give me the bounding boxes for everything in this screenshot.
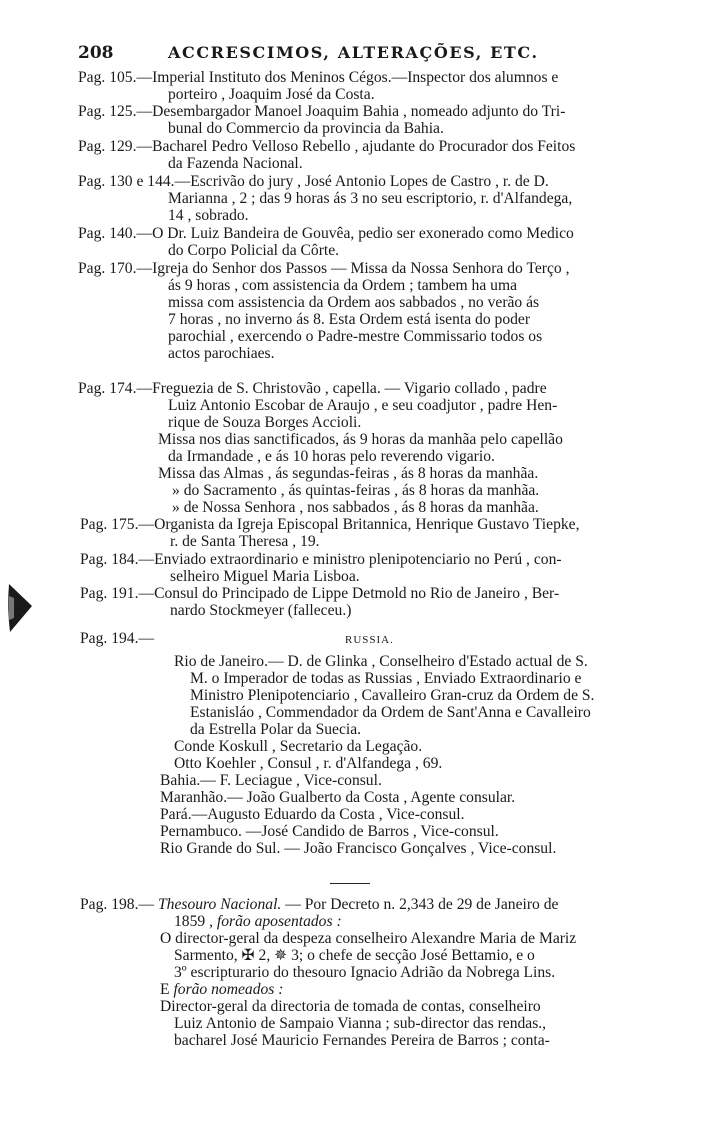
entry-125-line-1: Pag. 125.—Desembargador Manoel Joaquim Bahia , nomeado adjunto do Tri- bbox=[78, 103, 566, 120]
entry-174-line-2: Luiz Antonio Escobar de Araujo , e seu coadjutor , padre Hen- bbox=[168, 397, 558, 414]
entry-175-line-2: r. de Santa Theresa , 19. bbox=[170, 533, 320, 550]
page-ref: Pag. 130 e 144. bbox=[78, 173, 175, 190]
entry-198-line-4: Sarmento, ✠ 2, ✵ 3; o chefe de secção José Bettamio, e o bbox=[174, 947, 535, 964]
entry-194-line-2: M. o Imperador de todas as Russias , Enviado Extraordinario e bbox=[190, 670, 582, 687]
entry-174-sub-3: Missa das Almas , ás segundas-feiras , ás 8 horas da manhãa. bbox=[158, 465, 539, 482]
entry-130-line-1: Pag. 130 e 144.—Escrivão do jury , José Antonio Lopes de Castro , r. de D. bbox=[78, 173, 549, 190]
page-ref: Pag. 174. bbox=[78, 380, 137, 397]
entry-198-line-8: Luiz Antonio de Sampaio Vianna ; sub-director das rendas., bbox=[174, 1015, 547, 1032]
entry-170-line-4: 7 horas , no inverno ás 8. Esta Ordem está isenta do poder bbox=[168, 311, 531, 328]
entry-170-line-5: parochial , exercendo o Padre-mestre Commissario todos os bbox=[168, 328, 543, 345]
entry-130-line-2: Marianna , 2 ; das 9 horas ás 3 no seu escriptorio, r. d'Alfandega, bbox=[168, 190, 573, 207]
entry-174-sub-2: da Irmandade , e ás 10 horas pelo reverendo vigario. bbox=[168, 448, 495, 465]
entry-174-sub-1: Missa nos dias sanctificados, ás 9 horas da manhãa pelo capellão bbox=[158, 431, 563, 448]
entry-125-line-2: bunal do Commercio da provincia da Bahia. bbox=[168, 120, 444, 137]
entry-170-line-6: actos parochiaes. bbox=[168, 345, 275, 362]
entry-174-sub-5: » de Nossa Senhora , nos sabbados , ás 8 horas da manhãa. bbox=[172, 499, 539, 516]
pointing-hand-mark-icon bbox=[6, 582, 34, 634]
entry-198-line-3: O director-geral da despeza conselheiro Alexandre Maria de Mariz bbox=[160, 930, 577, 947]
page-ref: Pag. 105. bbox=[78, 69, 137, 86]
entry-140-line-1: Pag. 140.—O Dr. Luiz Bandeira de Gouvêa, pedio ser exonerado como Medico bbox=[78, 225, 574, 242]
entry-194-line-11: Pernambuco. —José Candido de Barros , Vice-consul. bbox=[160, 823, 499, 840]
running-title: ACCRESCIMOS, ALTERAÇÕES, ETC. bbox=[168, 43, 539, 62]
entry-194-line-6: Conde Koskull , Secretario da Legação. bbox=[174, 738, 423, 755]
entry-105-line-2: porteiro , Joaquim José da Costa. bbox=[168, 86, 375, 103]
entry-140-line-2: do Corpo Policial da Côrte. bbox=[168, 242, 340, 259]
entry-194-line-1: Rio de Janeiro.— D. de Glinka , Conselheiro d'Estado actual de S. bbox=[174, 653, 588, 670]
page-number: 208 bbox=[78, 43, 114, 63]
entry-170-line-3: missa com assistencia da Ordem aos sabbados , no verão ás bbox=[168, 294, 540, 311]
page-ref: Pag. 184. bbox=[80, 551, 139, 568]
entry-105-line-1: Pag. 105.—Imperial Instituto dos Meninos Cégos.—Inspector dos alumnos e bbox=[78, 69, 559, 86]
entry-194-line-3: Ministro Plenipotenciario , Cavalleiro Gran-cruz da Ordem de S. bbox=[190, 687, 595, 704]
entry-198-line-7: Director-geral da directoria de tomada de contas, conselheiro bbox=[160, 998, 541, 1015]
section-title-russia: RUSSIA. bbox=[345, 634, 394, 646]
entry-174-line-3: rique de Souza Borges Accioli. bbox=[168, 414, 362, 431]
entry-194-line-5: da Estrella Polar da Suecia. bbox=[190, 721, 362, 738]
entry-129-line-2: da Fazenda Nacional. bbox=[168, 155, 303, 172]
entry-194-line-10: Pará.—Augusto Eduardo da Costa , Vice-consul. bbox=[160, 806, 465, 823]
entry-198-line-2: 1859 , forão aposentados : bbox=[174, 913, 342, 930]
page-ref: Pag. 191. bbox=[80, 585, 139, 602]
entry-170-line-2: ás 9 horas , com assistencia da Ordem ; tambem ha uma bbox=[168, 277, 518, 294]
entry-191-line-2: nardo Stockmeyer (falleceu.) bbox=[170, 602, 352, 619]
entry-194-line-7: Otto Koehler , Consul , r. d'Alfandega , 69. bbox=[174, 755, 443, 772]
entry-170-line-1: Pag. 170.—Igreja do Senhor dos Passos — Missa da Nossa Senhora do Terço , bbox=[78, 260, 570, 277]
page-ref: Pag. 198. bbox=[80, 896, 139, 913]
entry-194-line-9: Maranhão.— João Gualberto da Costa , Agente consular. bbox=[160, 789, 516, 806]
entry-194-ref: Pag. 194.— bbox=[80, 630, 155, 647]
page-ref: Pag. 129. bbox=[78, 138, 137, 155]
entry-130-line-3: 14 , sobrado. bbox=[168, 207, 249, 224]
entry-194-line-8: Bahia.— F. Leciague , Vice-consul. bbox=[160, 772, 382, 789]
entry-194-line-4: Estanisláo , Commendador da Ordem de Sant'Anna e Cavalleiro bbox=[190, 704, 591, 721]
entry-184-line-2: selheiro Miguel Maria Lisboa. bbox=[170, 568, 360, 585]
entry-129-line-1: Pag. 129.—Bacharel Pedro Velloso Rebello , ajudante do Procurador dos Feitos bbox=[78, 138, 576, 155]
entry-198-line-1: Pag. 198.— Thesouro Nacional. — Por Decreto n. 2,343 de 29 de Janeiro de bbox=[80, 896, 559, 913]
entry-191-line-1: Pag. 191.—Consul do Principado de Lippe Detmold no Rio de Janeiro , Ber- bbox=[80, 585, 560, 602]
page-ref: Pag. 170. bbox=[78, 260, 137, 277]
page-ref: Pag. 140. bbox=[78, 225, 137, 242]
page-ref: Pag. 175. bbox=[80, 516, 139, 533]
entry-198-line-9: bacharel José Mauricio Fernandes Pereira de Barros ; conta- bbox=[174, 1032, 550, 1049]
entry-198-line-5: 3º escripturario do thesouro Ignacio Adrião da Nobrega Lins. bbox=[174, 964, 556, 981]
entry-198-line-6: E forão nomeados : bbox=[160, 981, 284, 998]
section-divider bbox=[330, 883, 370, 884]
page-ref: Pag. 125. bbox=[78, 103, 137, 120]
page-header bbox=[78, 43, 678, 65]
entry-175-line-1: Pag. 175.—Organista da Igreja Episcopal Britannica, Henrique Gustavo Tiepke, bbox=[80, 516, 580, 533]
entry-174-line-1: Pag. 174.—Freguezia de S. Christovão , capella. — Vigario collado , padre bbox=[78, 380, 547, 397]
entry-194-line-12: Rio Grande do Sul. — João Francisco Gonçalves , Vice-consul. bbox=[160, 840, 557, 857]
entry-174-sub-4: » do Sacramento , ás quintas-feiras , ás 8 horas da manhãa. bbox=[172, 482, 540, 499]
entry-184-line-1: Pag. 184.—Enviado extraordinario e ministro plenipotenciario no Perú , con- bbox=[80, 551, 562, 568]
page-ref: Pag. 194. bbox=[80, 630, 139, 647]
